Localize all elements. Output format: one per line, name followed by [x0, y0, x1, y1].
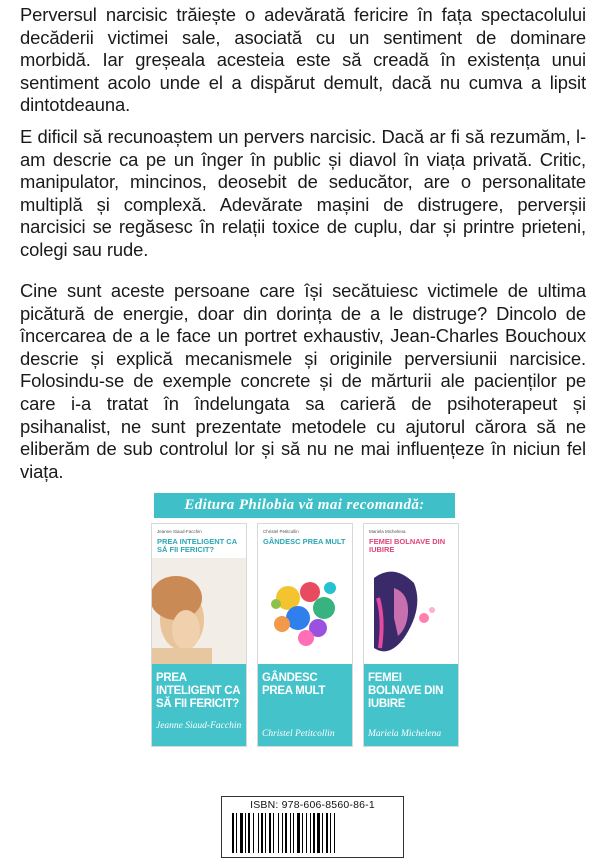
cover-author-small: Jeanne Siaud-Facchin	[157, 529, 202, 534]
cover-author-small: Mariela Michelena	[369, 529, 406, 534]
isbn-number: ISBN: 978-606-8560-86-1	[250, 799, 375, 811]
isbn-barcode-box	[221, 796, 404, 858]
paragraph-intro: Perversul narcisic trăiește o adevărată fericire în fața spectacolului decăderii victimei sale, asociată cu un sentiment de dominare morbidă. Iar greșeala acesteia este să creadă în existența unui sentiment acolo unde el a dispărut demult, dacă nu cumva a lipsit dintotdeauna.	[20, 4, 586, 116]
paragraph-book-summary: Cine sunt aceste persoane care își secătuiesc victimele de ultima picătură de energie, doar din dorința de a le distruge? Dincolo de încercarea de a le face un portret exhaustiv, Jean-Charles Bouchoux descrie și explică mecanismele și originile perversiunii narcisice. Folosindu-se de exemple concrete și de mărturii ale pacienților pe care i-a tratat în îndelungata sa carieră de psihoterapeut și psihanalist, ne sunt prezentate metodele cu ajutorul cărora să ne eliberăm de sub controlul lor și să nu ne mai influențeze în niciun fel viața.	[20, 280, 586, 482]
cover-author-small: Christel Petitcollin	[263, 529, 299, 534]
cover-illustration-face	[152, 558, 246, 664]
book-author: Christel Petitcollin	[262, 729, 335, 739]
cover-title-small: GÂNDESC PREA MULT	[263, 537, 346, 546]
book-cover-gandesc-prea-mult	[258, 524, 352, 746]
cover-title-small: PREA INTELIGENT CA SĂ FII FERICIT?	[157, 537, 237, 554]
paragraph-definition: E dificil să recunoaștem un pervers narcisic. Dacă ar fi să rezumăm, l-am descrie ca pe un înger în public și diavol în viața privată. Critic, manipulator, mincinos, deosebit de seducător, are o personalitate multiplă și complexă. Adevărate mașini de distrugere, perverșii narcisici se regăsesc în relații toxice de cuplu, dar și printre prieteni, colegi sau rude.	[20, 126, 586, 260]
book-author: Jeanne Siaud-Facchin	[156, 721, 242, 731]
recommendation-banner: Editura Philobia vă mai recomandă:	[154, 493, 455, 518]
book-title: FEMEI BOLNAVE DIN IUBIRE	[368, 672, 444, 710]
cover-illustration-woman-profile	[364, 558, 458, 664]
book-cover-femei-bolnave	[364, 524, 458, 746]
book-cover-prea-inteligent	[152, 524, 246, 746]
cover-title-small: FEMEI BOLNAVE DIN IUBIRE	[369, 537, 446, 554]
book-author: Mariela Michelena	[368, 729, 442, 739]
barcode-icon	[232, 813, 392, 853]
book-title: GÂNDESC PREA MULT	[262, 672, 326, 697]
book-title: PREA INTELIGENT CA SĂ FII FERICIT?	[156, 672, 240, 710]
cover-illustration-colorful-head	[258, 558, 352, 664]
